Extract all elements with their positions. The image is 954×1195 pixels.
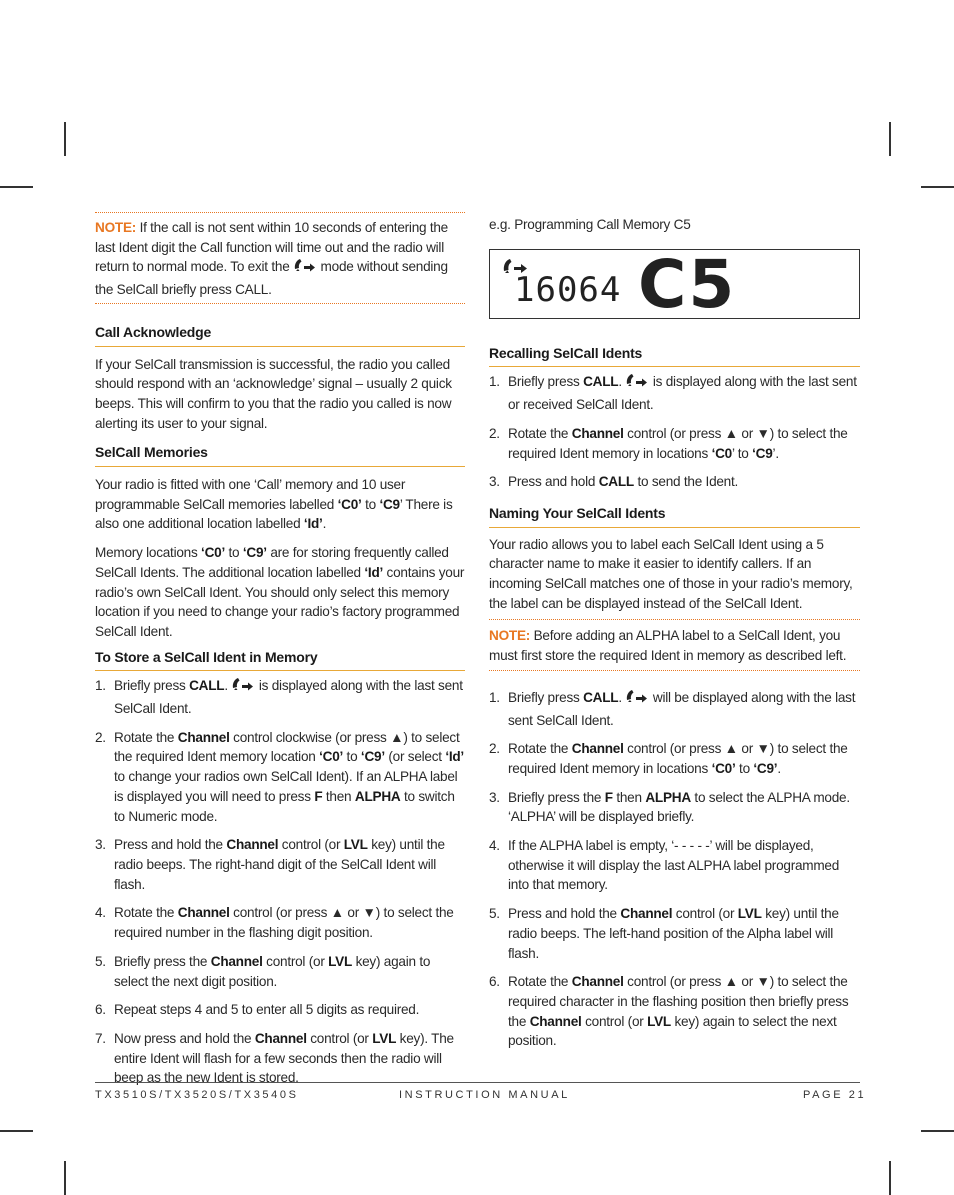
footer-rule <box>95 1082 860 1083</box>
crop-mark <box>64 1161 66 1195</box>
down-triangle-icon: ▼ <box>756 974 770 990</box>
call-handset-icon <box>625 373 649 395</box>
footer-model: TX3510S/TX3520S/TX3540S <box>95 1089 299 1101</box>
list-item: 6. Repeat steps 4 and 5 to enter all 5 digits as required. <box>95 1002 420 1018</box>
example-caption: e.g. Programming Call Memory C5 <box>489 217 691 232</box>
note-label: NOTE: <box>95 220 137 235</box>
call-handset-icon <box>293 258 317 280</box>
list-item: 3. Press and hold CALL to send the Ident. <box>489 474 739 490</box>
lcd-memory-label: C5 <box>638 245 737 323</box>
up-triangle-icon: ▲ <box>390 729 404 745</box>
crop-mark <box>0 186 33 188</box>
crop-mark <box>64 122 66 156</box>
list-item: 5. Briefly press the Channel control (or LVL key) again to select the next digit position. <box>95 953 431 989</box>
crop-mark <box>889 1161 891 1195</box>
heading-call-acknowledge: Call Acknowledge <box>95 323 465 347</box>
crop-mark <box>0 1130 33 1132</box>
lcd-digits: 16064 <box>514 269 622 310</box>
note-label: NOTE: <box>489 628 531 644</box>
recall-steps <box>489 372 860 492</box>
heading-recalling-idents: Recalling SelCall Idents <box>489 344 860 368</box>
list-item: 6. Rotate the Channel control (or press ▲ or ▼) to select the required character in the flashing position then briefly press the Channel control (or LVL key) again to select the next position. <box>489 974 849 1049</box>
memories-para-2: Memory locations ‘C0’ to ‘C9’ are for storing frequently called SelCall Idents. The additional location labelled ‘Id’ contains your radio’s own SelCall Ident. You should only select this memory location if you need to change your radio’s factory programmed SelCall Ident. <box>95 545 465 639</box>
up-triangle-icon: ▲ <box>724 425 738 441</box>
memories-para-1: Your radio is fitted with one ‘Call’ memory and 10 user programmable SelCall memories labelled ‘C0’ to ‘C9’ There is also one additional location labelled ‘Id’. <box>95 477 453 532</box>
note-timeout: NOTE: If the call is not sent within 10 seconds of entering the last Ident digit the Call function will time out and the radio will return to normal mode. To exit the mode without sending the SelCall briefly press CALL. <box>95 212 465 304</box>
list-item: 4. If the ALPHA label is empty, ‘- - - - -’ will be displayed, otherwise it will display the last ALPHA label programmed into that memory. <box>489 838 840 893</box>
left-column <box>95 212 465 1088</box>
list-item: 7. Now press and hold the Channel control (or LVL key). The entire Ident will flash for a few seconds then the radio will beep as the new Ident is stored. <box>95 1030 454 1086</box>
list-item: 2. Rotate the Channel control (or press ▲ or ▼) to select the required Ident memory in locations ‘C0’ to ‘C9’. <box>489 425 848 461</box>
footer-page-number: PAGE 21 <box>803 1089 867 1101</box>
list-item: 5. Press and hold the Channel control (or LVL key) until the radio beeps. The left-hand position of the Alpha label will flash. <box>489 906 839 961</box>
heading-store-ident: To Store a SelCall Ident in Memory <box>95 648 465 672</box>
up-triangle-icon: ▲ <box>724 974 738 990</box>
list-item: 1. Briefly press CALL. is displayed along with the last sent SelCall Ident. <box>95 678 463 717</box>
list-item: 4. Rotate the Channel control (or press ▲ or ▼) to select the required number in the flashing digit position. <box>95 905 454 941</box>
crop-mark <box>921 1130 954 1132</box>
list-item: 1. Briefly press CALL. will be displayed along with the last sent SelCall Ident. <box>489 689 856 728</box>
call-acknowledge-body: If your SelCall transmission is successful, the radio you called should respond with an ‘acknowledge’ signal – usually 2 quick beeps. This will confirm to you that the radio you called is now alerting its user to your signal. <box>95 356 452 431</box>
heading-selcall-memories: SelCall Memories <box>95 443 465 467</box>
up-triangle-icon: ▲ <box>330 905 344 921</box>
down-triangle-icon: ▼ <box>756 425 770 441</box>
down-triangle-icon: ▼ <box>362 905 376 921</box>
lcd-display <box>489 245 860 323</box>
note-alpha-label: NOTE: Before adding an ALPHA label to a SelCall Ident, you must first store the required Ident in memory as described left. <box>489 619 860 670</box>
up-triangle-icon: ▲ <box>724 741 738 757</box>
list-item: 2. Rotate the Channel control clockwise (or press ▲) to select the required Ident memory location ‘C0’ to ‘C9’ (or select ‘Id’ to change your radios own SelCall Ident). If an ALPHA label is displayed you will need to press F then ALPHA to switch to Numeric mode. <box>95 729 464 824</box>
right-column <box>489 212 860 1051</box>
store-steps <box>95 676 465 1088</box>
list-item: 2. Rotate the Channel control (or press ▲ or ▼) to select the required Ident memory in locations ‘C0’ to ‘C9’. <box>489 741 848 776</box>
list-item: 1. Briefly press CALL. is displayed along with the last sent or received SelCall Ident. <box>489 374 857 413</box>
heading-naming-idents: Naming Your SelCall Idents <box>489 504 860 528</box>
naming-steps <box>489 688 860 1051</box>
list-item: 3. Briefly press the F then ALPHA to select the ALPHA mode. ‘ALPHA’ will be displayed briefly. <box>489 789 850 825</box>
down-triangle-icon: ▼ <box>756 741 770 757</box>
call-handset-icon <box>231 677 255 699</box>
list-item: 3. Press and hold the Channel control (or LVL key) until the radio beeps. The right-hand digit of the SelCall Ident will flash. <box>95 837 445 892</box>
crop-mark <box>921 186 954 188</box>
footer-manual: INSTRUCTION MANUAL <box>399 1089 570 1101</box>
call-handset-icon <box>625 689 649 711</box>
naming-body: Your radio allows you to label each SelCall Ident using a 5 character name to make it easier to identify callers. If an incoming SelCall matches one of those in your radio’s memory, the label can be displayed instead of the SelCall Ident. <box>489 536 853 611</box>
crop-mark <box>889 122 891 156</box>
